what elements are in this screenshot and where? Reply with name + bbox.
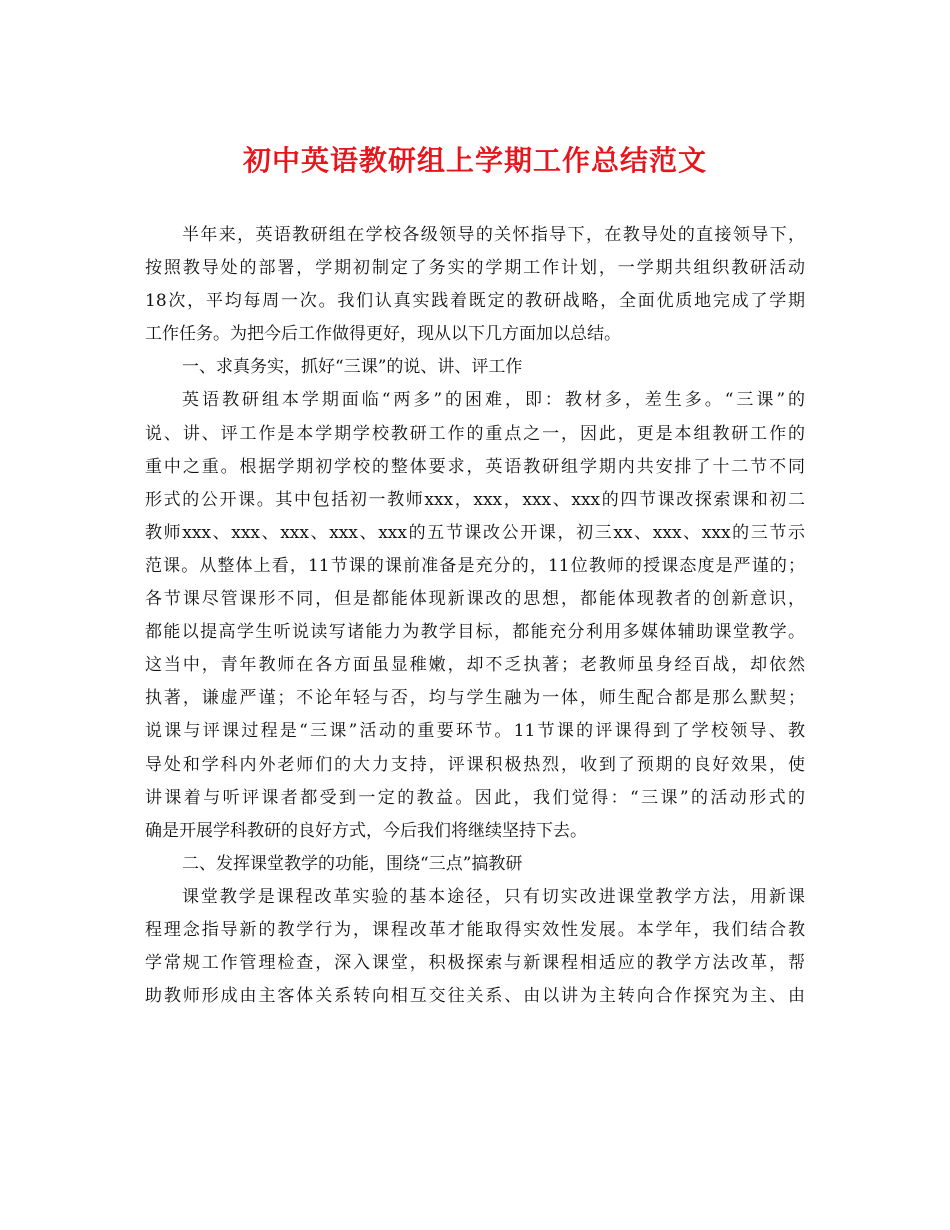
- paragraph-line: 执著，谦虚严谨；不论年轻与否，均与学生融为一体，师生配合都是那么默契；: [145, 688, 805, 709]
- paragraph-line: 形式的公开课。其中包括初一教师xxx，xxx，xxx、xxx的四节课改探索课和初二: [145, 489, 805, 510]
- paragraph-line: 教师xxx、xxx、xxx、xxx、xxx的五节课改公开课，初三xx、xxx、xxx的三节示: [145, 522, 805, 543]
- document-title: 初中英语教研组上学期工作总结范文: [242, 144, 707, 177]
- paragraph-line: 学常规工作管理检查，深入课堂，积极探索与新课程相适应的教学方法改革，帮: [145, 953, 805, 974]
- paragraph-line: 英语教研组本学期面临“两多”的困难，即：教材多，差生多。“三课”的: [182, 390, 805, 411]
- paragraph-line: 这当中，青年教师在各方面虽显稚嫩，却不乏执著；老教师虽身经百战，却依然: [145, 655, 805, 676]
- paragraph-line: 课堂教学是课程改革实验的基本途径，只有切实改进课堂教学方法，用新课: [182, 886, 805, 907]
- paragraph-line: 按照教导处的部署，学期初制定了务实的学期工作计划，一学期共组织教研活动: [145, 258, 805, 279]
- paragraph-line: 说、讲、评工作是本学期学校教研工作的重点之一，因此，更是本组教研工作的: [145, 423, 805, 444]
- paragraph-line: 说课与评课过程是“三课”活动的重要环节。11节课的评课得到了学校领导、教: [145, 721, 805, 742]
- paragraph-line: 各节课尽管课形不同，但是都能体现新课改的思想，都能体现教者的创新意识，: [145, 589, 805, 610]
- paragraph-line: 重中之重。根据学期初学校的整体要求，英语教研组学期内共安排了十二节不同: [145, 456, 805, 477]
- paragraph-line: 二、发挥课堂教学的功能，围绕“三点”搞教研: [182, 853, 523, 874]
- paragraph-line: 一、求真务实，抓好“三课”的说、讲、评工作: [182, 357, 523, 378]
- paragraph-line: 助教师形成由主客体关系转向相互交往关系、由以讲为主转向合作探究为主、由: [145, 986, 805, 1007]
- paragraph-line: 程理念指导新的教学行为，课程改革才能取得实效性发展。本学年，我们结合教: [145, 919, 805, 940]
- paragraph-line: 都能以提高学生听说读写诸能力为教学目标，都能充分利用多媒体辅助课堂教学。: [145, 622, 805, 643]
- paragraph-line: 确是开展学科教研的良好方式，今后我们将继续坚持下去。: [145, 820, 587, 841]
- paragraph-line: 讲课着与听评课者都受到一定的教益。因此，我们觉得：“三课”的活动形式的: [145, 787, 805, 808]
- paragraph-line: 18次，平均每周一次。我们认真实践着既定的教研战略，全面优质地完成了学期: [145, 291, 805, 312]
- document-body: [145, 219, 805, 1013]
- paragraph-line: 半年来，英语教研组在学校各级领导的关怀指导下，在教导处的直接领导下，: [182, 225, 805, 245]
- paragraph-line: 导处和学科内外老师们的大力支持，评课积极热烈，收到了预期的良好效果，使: [145, 754, 805, 775]
- paragraph-line: 范课。从整体上看，11节课的课前准备是充分的，11位教师的授课态度是严谨的；: [145, 555, 805, 576]
- paragraph-line: 工作任务。为把今后工作做得更好，现从以下几方面加以总结。: [145, 324, 621, 345]
